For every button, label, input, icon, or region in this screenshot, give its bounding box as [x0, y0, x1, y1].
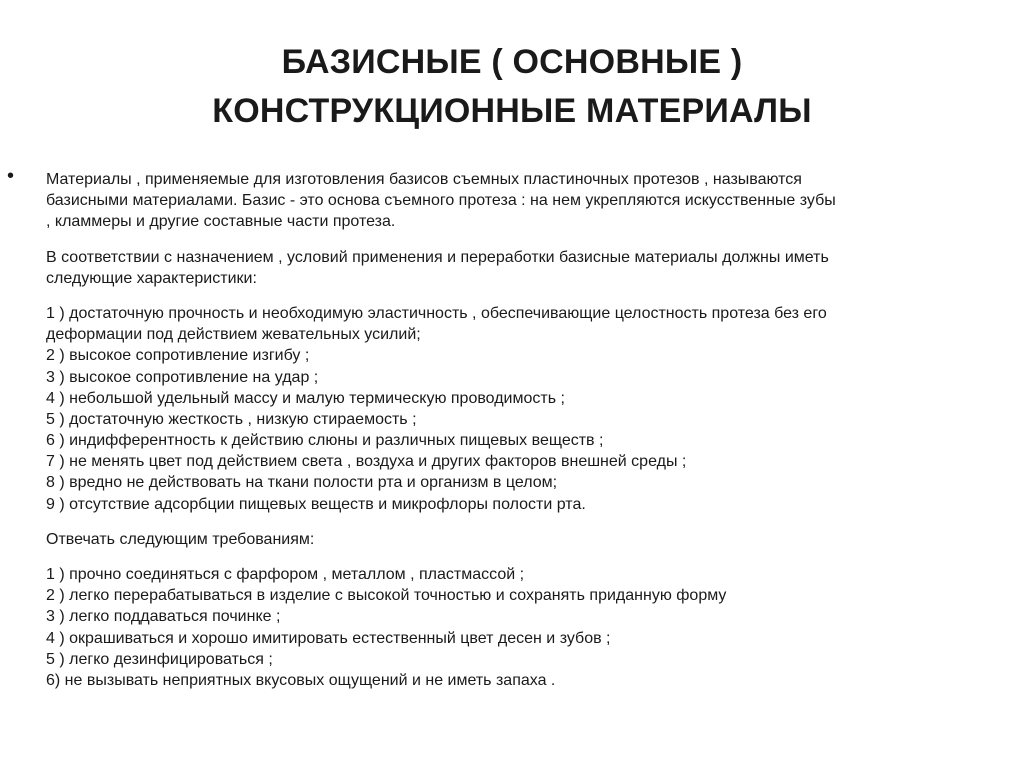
list-item: 3 ) легко поддаваться починке ;	[46, 608, 281, 626]
requirements-list	[46, 564, 1021, 691]
list-item: 5 ) достаточную жесткость , низкую стираемость ;	[46, 410, 417, 428]
list-item: 2 ) высокое сопротивление изгибу ;	[46, 347, 310, 365]
text-line: , кламмеры и другие составные части протеза.	[46, 213, 396, 231]
list-item: 6 ) индифферентность к действию слюны и различных пищевых веществ ;	[46, 432, 604, 450]
list-item: 6) не вызывать неприятных вкусовых ощущений и не иметь запаха .	[46, 671, 556, 689]
list-item: 9 ) отсутствие адсорбции пищевых веществ и микрофлоры полости рта.	[46, 495, 586, 513]
text-line: Материалы , применяемые для изготовления базисов съемных пластиночных протезов , называются	[46, 171, 802, 188]
list-item: 4 ) окрашиваться и хорошо имитировать естественный цвет десен и зубов ;	[46, 629, 611, 647]
list-item: 7 ) не менять цвет под действием света , воздуха и других факторов внешней среды ;	[46, 453, 687, 471]
list-item: 3 ) высокое сопротивление на удар ;	[46, 368, 319, 386]
requirements-intro	[46, 529, 1021, 550]
list-item: 8 ) вредно не действовать на ткани полости рта и организм в целом;	[46, 474, 558, 492]
text-line: базисными материалами. Базис - это основа съемного протеза : на нем укрепляются искусственные зубы	[46, 192, 836, 210]
slide-body	[46, 169, 1021, 691]
list-item: 4 ) небольшой удельный массу и малую термическую проводимость ;	[46, 389, 565, 407]
list-item: 1 ) прочно соединяться с фарфором , металлом , пластмассой ;	[46, 566, 525, 583]
list-item: деформации под действием жевательных усилий;	[46, 326, 421, 344]
characteristics-intro	[46, 247, 1021, 289]
text-line: В соответствии с назначением , условий применения и переработки базисные материалы должны иметь	[46, 248, 829, 266]
list-item: 2 ) легко перерабатываться в изделие с высокой точностью и сохранять приданную форму	[46, 587, 727, 605]
title-line-2: КОНСТРУКЦИОННЫЕ МАТЕРИАЛЫ	[212, 92, 812, 130]
title-line-1: БАЗИСНЫЕ ( ОСНОВНЫЕ )	[281, 43, 743, 81]
text-line: Отвечать следующим требованиям:	[46, 530, 315, 548]
characteristics-list	[46, 303, 1021, 515]
intro-paragraph	[46, 169, 1021, 233]
list-item: 5 ) легко дезинфицироваться ;	[46, 650, 273, 668]
slide-title	[0, 38, 1024, 136]
bullet-point: •	[7, 165, 15, 187]
list-item: 1 ) достаточную прочность и необходимую эластичность , обеспечивающие целостность протеза без его	[46, 304, 827, 322]
text-line: следующие характеристики:	[46, 269, 257, 287]
